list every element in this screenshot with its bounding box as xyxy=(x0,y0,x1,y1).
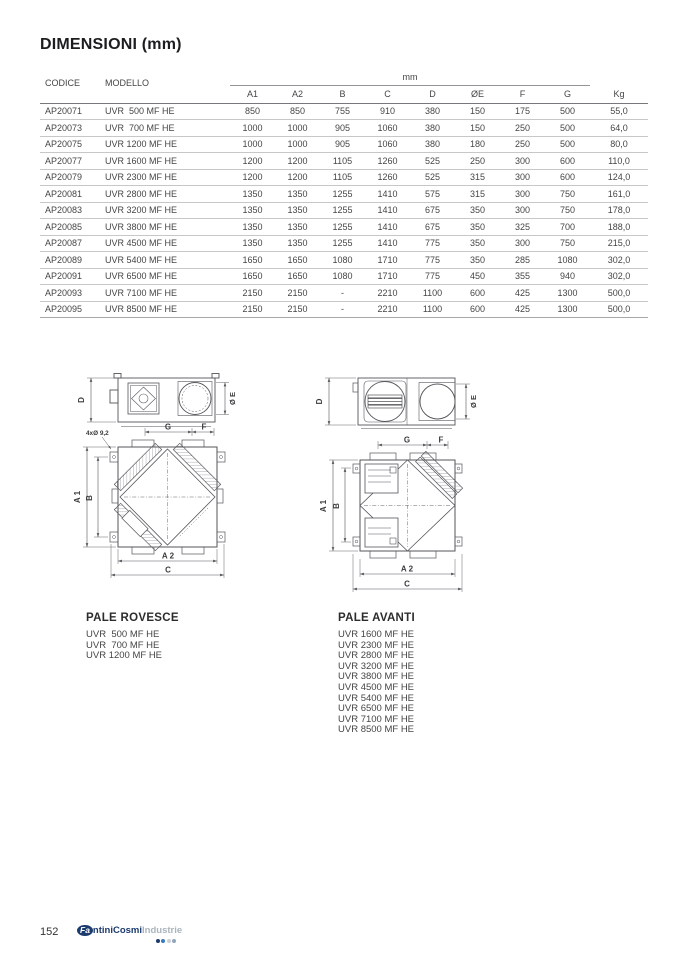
modello-cell: UVR 1600 MF HE xyxy=(100,153,230,170)
value-oe: 350 xyxy=(455,235,500,252)
value-a2: 1200 xyxy=(275,153,320,170)
value-c: 1060 xyxy=(365,136,410,153)
value-b: 905 xyxy=(320,120,365,137)
value-a1: 1350 xyxy=(230,219,275,236)
value-d: 380 xyxy=(410,103,455,120)
table-row xyxy=(40,120,648,137)
value-f: 250 xyxy=(500,136,545,153)
value-c: 1710 xyxy=(365,268,410,285)
model-list-item: UVR 3800 MF HE xyxy=(338,671,415,683)
modello-cell: UVR 7100 MF HE xyxy=(100,285,230,302)
codice-cell: AP20089 xyxy=(40,252,100,269)
modello-cell: UVR 3200 MF HE xyxy=(100,202,230,219)
value-g: 600 xyxy=(545,169,590,186)
value-a1: 850 xyxy=(230,103,275,120)
value-oe: 180 xyxy=(455,136,500,153)
brand-logo-bold: ntiniCosmi xyxy=(92,925,143,936)
modello-cell: UVR 1200 MF HE xyxy=(100,136,230,153)
model-list-item: UVR 3200 MF HE xyxy=(338,660,415,672)
list-title-avanti: PALE AVANTI xyxy=(338,612,415,624)
value-f: 300 xyxy=(500,186,545,203)
col-header-codice: CODICE xyxy=(40,64,100,103)
value-oe: 450 xyxy=(455,268,500,285)
value-c: 910 xyxy=(365,103,410,120)
dim-label-c: C xyxy=(404,579,410,589)
model-list-item: UVR 8500 MF HE xyxy=(338,724,415,736)
value-c: 1260 xyxy=(365,169,410,186)
value-kg: 500,0 xyxy=(590,301,648,318)
value-a2: 2150 xyxy=(275,301,320,318)
value-b: 755 xyxy=(320,103,365,120)
value-c: 1060 xyxy=(365,120,410,137)
model-list-item: UVR 7100 MF HE xyxy=(338,713,415,725)
codice-cell: AP20077 xyxy=(40,153,100,170)
value-d: 1100 xyxy=(410,285,455,302)
value-g: 600 xyxy=(545,153,590,170)
table-row xyxy=(40,153,648,170)
dimensions-table xyxy=(40,64,648,318)
value-f: 300 xyxy=(500,169,545,186)
dim-label-d: D xyxy=(315,398,324,405)
value-b: 1105 xyxy=(320,169,365,186)
value-f: 425 xyxy=(500,301,545,318)
dim-label-a1: A 1 xyxy=(319,499,328,513)
value-oe: 600 xyxy=(455,301,500,318)
value-a1: 1650 xyxy=(230,268,275,285)
dim-label-f: F xyxy=(438,435,444,445)
model-list-item: UVR 6500 MF HE xyxy=(338,703,415,715)
value-kg: 80,0 xyxy=(590,136,648,153)
codice-cell: AP20085 xyxy=(40,219,100,236)
table-row xyxy=(40,169,648,186)
modello-cell: UVR 3800 MF HE xyxy=(100,219,230,236)
table-row xyxy=(40,252,648,269)
model-list-item: UVR 500 MF HE xyxy=(86,629,160,640)
value-d: 525 xyxy=(410,153,455,170)
value-oe: 150 xyxy=(455,103,500,120)
value-kg: 110,0 xyxy=(590,153,648,170)
value-g: 500 xyxy=(545,120,590,137)
col-header-f: F xyxy=(500,85,545,103)
value-kg: 55,0 xyxy=(590,103,648,120)
value-kg: 188,0 xyxy=(590,219,648,236)
codice-cell: AP20081 xyxy=(40,186,100,203)
codice-cell: AP20095 xyxy=(40,301,100,318)
value-oe: 350 xyxy=(455,252,500,269)
model-list-item: UVR 1200 MF HE xyxy=(86,650,163,662)
value-c: 1410 xyxy=(365,186,410,203)
col-header-modello: MODELLO xyxy=(100,64,230,103)
top-view-unit xyxy=(110,374,219,427)
value-f: 355 xyxy=(500,268,545,285)
brand-logo-dots xyxy=(77,937,182,943)
value-d: 775 xyxy=(410,235,455,252)
table-row xyxy=(40,186,648,203)
brand-logo-oval: Fa xyxy=(77,925,93,936)
value-a1: 2150 xyxy=(230,301,275,318)
front-view-dimensions-top xyxy=(378,441,448,449)
value-g: 1300 xyxy=(545,285,590,302)
kg-spacer xyxy=(590,64,648,85)
value-g: 940 xyxy=(545,268,590,285)
col-header-g: G xyxy=(545,85,590,103)
value-g: 750 xyxy=(545,186,590,203)
dim-label-g: G xyxy=(403,435,411,445)
dim-label-f: F xyxy=(201,422,207,432)
table-row xyxy=(40,202,648,219)
model-list-item: UVR 700 MF HE xyxy=(86,639,160,651)
col-header-oe: ØE xyxy=(455,85,500,103)
table-row xyxy=(40,301,648,318)
table-row xyxy=(40,103,648,120)
codice-cell: AP20083 xyxy=(40,202,100,219)
value-a2: 1000 xyxy=(275,120,320,137)
value-d: 380 xyxy=(410,136,455,153)
model-list-avanti xyxy=(338,630,415,736)
value-d: 525 xyxy=(410,169,455,186)
logo-dot-2 xyxy=(161,939,165,943)
value-c: 2210 xyxy=(365,285,410,302)
value-a1: 1350 xyxy=(230,202,275,219)
value-g: 700 xyxy=(545,219,590,236)
model-list-rovesce xyxy=(86,630,179,662)
value-b: 1255 xyxy=(320,219,365,236)
dim-label-oe: Ø E xyxy=(469,395,478,408)
technical-drawing-pale-avanti xyxy=(312,368,487,601)
value-g: 500 xyxy=(545,136,590,153)
modello-cell: UVR 2800 MF HE xyxy=(100,186,230,203)
value-d: 380 xyxy=(410,120,455,137)
value-g: 750 xyxy=(545,202,590,219)
brand-logo-light: Industrie xyxy=(142,925,183,936)
value-a2: 1350 xyxy=(275,202,320,219)
value-c: 1410 xyxy=(365,235,410,252)
value-a2: 2150 xyxy=(275,285,320,302)
value-a2: 1200 xyxy=(275,169,320,186)
modello-cell: UVR 500 MF HE xyxy=(100,103,230,120)
value-oe: 315 xyxy=(455,169,500,186)
value-kg: 302,0 xyxy=(590,268,648,285)
value-a2: 1650 xyxy=(275,252,320,269)
value-oe: 350 xyxy=(455,219,500,236)
value-oe: 250 xyxy=(455,153,500,170)
value-b: 1255 xyxy=(320,186,365,203)
value-a1: 1200 xyxy=(230,153,275,170)
value-a2: 850 xyxy=(275,103,320,120)
dim-label-c: C xyxy=(165,565,171,575)
value-c: 1410 xyxy=(365,219,410,236)
modello-cell: UVR 5400 MF HE xyxy=(100,252,230,269)
dimension-table-body xyxy=(40,103,648,318)
value-g: 750 xyxy=(545,235,590,252)
value-g: 500 xyxy=(545,103,590,120)
value-b: 1255 xyxy=(320,202,365,219)
value-f: 300 xyxy=(500,202,545,219)
dim-label-a2: A 2 xyxy=(400,564,414,574)
drawing-left-svg xyxy=(58,368,248,583)
value-oe: 350 xyxy=(455,202,500,219)
value-b: 1080 xyxy=(320,268,365,285)
col-header-d: D xyxy=(410,85,455,103)
technical-drawing-pale-rovesce xyxy=(58,368,248,588)
modello-cell: UVR 4500 MF HE xyxy=(100,235,230,252)
col-group-header-mm: mm xyxy=(230,64,590,85)
value-a1: 1650 xyxy=(230,252,275,269)
modello-cell: UVR 8500 MF HE xyxy=(100,301,230,318)
dim-label-d: D xyxy=(77,397,86,403)
brand-logo-text xyxy=(77,925,182,936)
value-b: 1080 xyxy=(320,252,365,269)
value-f: 325 xyxy=(500,219,545,236)
value-b: 1255 xyxy=(320,235,365,252)
value-f: 285 xyxy=(500,252,545,269)
table-header xyxy=(40,64,648,103)
dim-label-a2: A 2 xyxy=(161,551,175,561)
table-row xyxy=(40,285,648,302)
table-row xyxy=(40,136,648,153)
value-a1: 1200 xyxy=(230,169,275,186)
list-pale-rovesce xyxy=(86,612,179,662)
value-d: 1100 xyxy=(410,301,455,318)
value-a1: 1350 xyxy=(230,186,275,203)
value-c: 1710 xyxy=(365,252,410,269)
model-list-item: UVR 5400 MF HE xyxy=(338,692,415,704)
value-kg: 178,0 xyxy=(590,202,648,219)
value-f: 300 xyxy=(500,153,545,170)
value-oe: 315 xyxy=(455,186,500,203)
value-a1: 1350 xyxy=(230,235,275,252)
modello-cell: UVR 2300 MF HE xyxy=(100,169,230,186)
value-f: 175 xyxy=(500,103,545,120)
value-kg: 215,0 xyxy=(590,235,648,252)
value-a1: 1000 xyxy=(230,120,275,137)
dim-label-b: B xyxy=(85,495,94,501)
value-oe: 150 xyxy=(455,120,500,137)
value-f: 425 xyxy=(500,285,545,302)
value-g: 1080 xyxy=(545,252,590,269)
page-title: DIMENSIONI (mm) xyxy=(40,36,182,53)
value-b: - xyxy=(320,285,365,302)
value-kg: 124,0 xyxy=(590,169,648,186)
col-header-b: B xyxy=(320,85,365,103)
value-d: 775 xyxy=(410,268,455,285)
model-list-item: UVR 2300 MF HE xyxy=(338,639,415,651)
dim-label-oe: Ø E xyxy=(228,392,237,405)
codice-cell: AP20073 xyxy=(40,120,100,137)
value-a2: 1350 xyxy=(275,219,320,236)
col-header-a1: A1 xyxy=(230,85,275,103)
modello-cell: UVR 6500 MF HE xyxy=(100,268,230,285)
model-list-item: UVR 1600 MF HE xyxy=(338,629,415,640)
col-header-kg: Kg xyxy=(590,85,648,103)
modello-cell: UVR 700 MF HE xyxy=(100,120,230,137)
front-view-unit xyxy=(353,451,463,558)
col-header-c: C xyxy=(365,85,410,103)
value-c: 2210 xyxy=(365,301,410,318)
codice-cell: AP20075 xyxy=(40,136,100,153)
value-a1: 2150 xyxy=(230,285,275,302)
dim-label-g: G xyxy=(164,422,172,432)
value-kg: 64,0 xyxy=(590,120,648,137)
value-oe: 600 xyxy=(455,285,500,302)
value-kg: 161,0 xyxy=(590,186,648,203)
logo-dot-1 xyxy=(156,939,160,943)
model-list-item: UVR 2800 MF HE xyxy=(338,650,415,662)
list-pale-avanti xyxy=(338,612,415,736)
value-c: 1410 xyxy=(365,202,410,219)
brand-logo xyxy=(77,925,182,943)
table-row xyxy=(40,235,648,252)
value-d: 575 xyxy=(410,186,455,203)
codice-cell: AP20087 xyxy=(40,235,100,252)
value-b: - xyxy=(320,301,365,318)
value-a2: 1000 xyxy=(275,136,320,153)
value-d: 675 xyxy=(410,202,455,219)
value-b: 905 xyxy=(320,136,365,153)
dim-label-a1: A 1 xyxy=(73,490,82,504)
holes-label: 4xØ 9,2 xyxy=(86,430,109,437)
drawing-right-svg xyxy=(312,368,487,596)
table-row xyxy=(40,268,648,285)
codice-cell: AP20079 xyxy=(40,169,100,186)
logo-dot-3 xyxy=(167,939,171,943)
model-list-item: UVR 4500 MF HE xyxy=(338,681,415,693)
value-b: 1105 xyxy=(320,153,365,170)
value-kg: 500,0 xyxy=(590,285,648,302)
value-d: 775 xyxy=(410,252,455,269)
value-d: 675 xyxy=(410,219,455,236)
dim-label-b: B xyxy=(332,503,341,509)
page-number: 152 xyxy=(40,926,59,938)
value-a1: 1000 xyxy=(230,136,275,153)
value-g: 1300 xyxy=(545,301,590,318)
value-c: 1260 xyxy=(365,153,410,170)
value-kg: 302,0 xyxy=(590,252,648,269)
codice-cell: AP20093 xyxy=(40,285,100,302)
col-header-a2: A2 xyxy=(275,85,320,103)
table-row xyxy=(40,219,648,236)
value-a2: 1350 xyxy=(275,235,320,252)
front-view-unit xyxy=(110,440,225,554)
logo-dot-4 xyxy=(172,939,176,943)
codice-cell: AP20091 xyxy=(40,268,100,285)
list-title-rovesce: PALE ROVESCE xyxy=(86,612,179,624)
value-a2: 1350 xyxy=(275,186,320,203)
value-f: 300 xyxy=(500,235,545,252)
codice-cell: AP20071 xyxy=(40,103,100,120)
top-view-unit xyxy=(353,378,455,429)
value-a2: 1650 xyxy=(275,268,320,285)
value-f: 250 xyxy=(500,120,545,137)
